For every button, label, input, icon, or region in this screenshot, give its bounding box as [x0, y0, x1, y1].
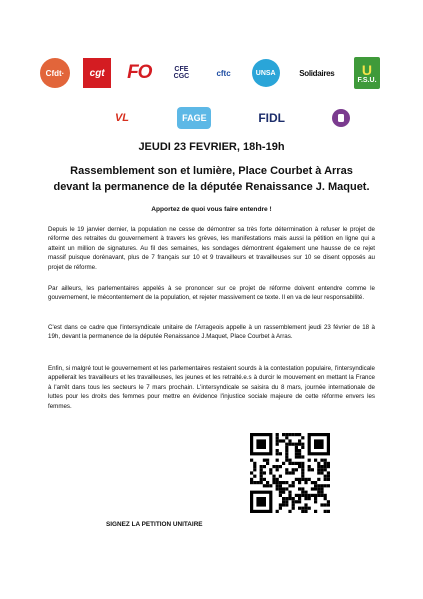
unsa-logo: UNSA: [252, 59, 280, 87]
fo-logo: FO: [127, 62, 152, 83]
paragraph-1: Depuis le 19 janvier dernier, la population ne cesse de démontrer sa très forte détermination à refuser le projet de réforme des retraites du gouvernement à travers les grèves, les manifestations mais aussi la pétition en ligne qui a atteint un million de signatures. Au fil des semaines, les sondages démontrent également une hausse de ce rejet massif puisque dorénavant, plus de 7 français sur 10 et 9 travailleurs et travailleuses sur 10 se disent opposés au projet de réforme.: [48, 226, 375, 271]
paragraph-3: C'est dans ce cadre que l'intersyndicale unitaire de l'Arrageois appelle à un rassemblement jeudi 23 février de 18 à 19h, devant la permanence de la députée Renaissance J.Maquet, Place Courbet à Arras.: [48, 324, 375, 341]
event-subtitle: Apportez de quoi vous faire entendre !: [151, 206, 272, 213]
fidl-logo: FIDL: [258, 111, 285, 125]
fist-icon: [335, 112, 347, 124]
petition-label: SIGNEZ LA PETITION UNITAIRE: [106, 521, 203, 528]
cftc-logo: cftc: [216, 68, 231, 78]
cfe-cgc-logo: CFE CGC: [173, 66, 190, 80]
student-logos-row: [110, 103, 350, 133]
paragraph-4: Enfin, si malgré tout le gouvernement et les parlementaires restaient sourds à la contestation populaire, l'intersyndicale appellerait les travailleurs et les travailleuses, les jeunes et les retraité.e.s à durcir le mouvement en mettant la France à l'arrêt dans tous les secteurs le 7 mars prochain. L'intersyndicale se saisira du 8 mars, journée internationale de luttes pour les droits des femmes pour mettre en évidence l'injustice sociale majeure de cette réforme envers les femmes.: [48, 365, 375, 410]
solidaires-logo: Solidaires: [299, 68, 335, 78]
union-logos-row: [40, 56, 380, 90]
cgt-logo: cgt: [83, 58, 111, 88]
event-title-line-2: devant la permanence de la députée Renaissance J. Maquet.: [53, 181, 370, 193]
event-title-line-1: Rassemblement son et lumière, Place Courbet à Arras: [70, 165, 353, 177]
vl-logo: VL: [114, 112, 130, 124]
paragraph-2: Par ailleurs, les parlementaires appelés à se prononcer sur ce projet de réforme doivent entendre comme le gouvernement, le mécontentement de la population, et rejeter massivement ce texte. Il en va de leur responsabilité.: [48, 285, 375, 302]
petition-qr-code[interactable]: [250, 433, 330, 513]
fage-logo: FAGE: [177, 107, 211, 129]
event-title: [30, 163, 393, 195]
fsu-logo-text: F.S.U.: [357, 76, 377, 84]
unef-logo: [332, 109, 350, 127]
fsu-logo: U F.S.U.: [354, 57, 380, 89]
event-date: JEUDI 23 FEVRIER, 18h-19h: [138, 141, 285, 153]
cfdt-logo: Cfdt·: [40, 58, 70, 88]
